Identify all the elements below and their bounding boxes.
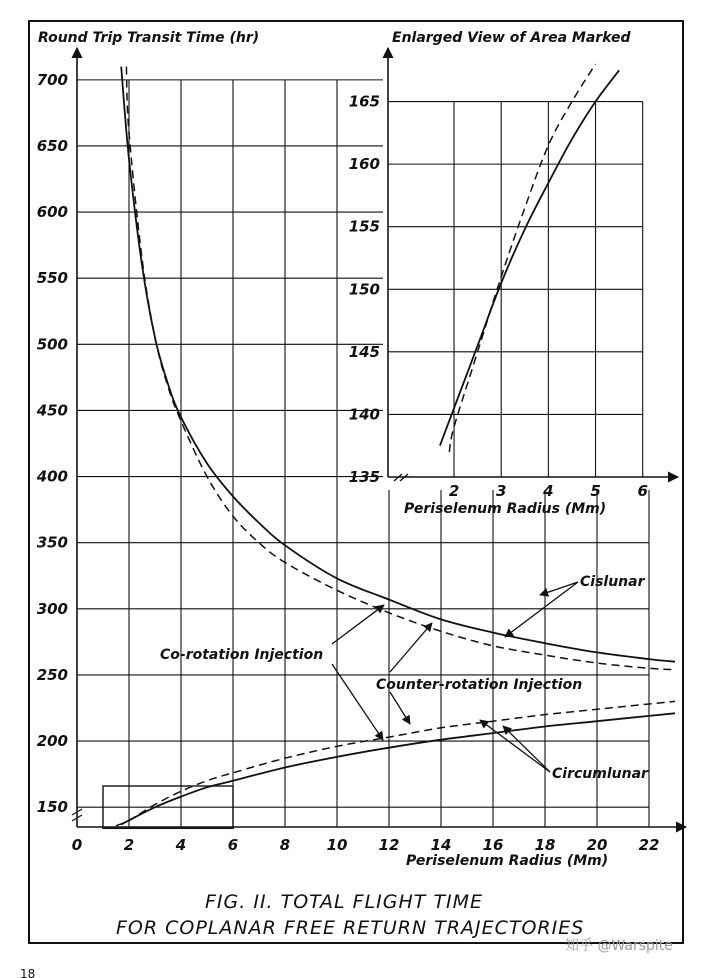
inset-y-tick-label: 165 bbox=[348, 92, 380, 111]
main-x-tick-label: 22 bbox=[638, 836, 660, 854]
inset-background-rect bbox=[383, 60, 679, 490]
inset-title: Enlarged View of Area Marked bbox=[392, 30, 631, 46]
arrow-cislunar-dashed bbox=[505, 582, 578, 637]
main-y-tick-label: 200 bbox=[36, 732, 68, 751]
main-y-tick-label: 300 bbox=[36, 599, 68, 618]
main-x-tick-label: 0 bbox=[71, 836, 83, 854]
main-x-tick-label: 2 bbox=[123, 836, 135, 854]
inset-y-tick-label: 145 bbox=[348, 342, 380, 361]
main-y-tick-label: 250 bbox=[36, 665, 68, 684]
main-y-tick-label: 500 bbox=[36, 335, 68, 354]
arrow-corotation-cislunar bbox=[332, 605, 384, 644]
watermark-text: 知乎 @Warspite bbox=[565, 938, 673, 954]
inset-y-tick-label: 140 bbox=[348, 405, 380, 424]
figure-caption-line2: FOR COPLANAR FREE RETURN TRAJECTORIES bbox=[116, 917, 585, 939]
main-y-tick-label: 350 bbox=[36, 533, 68, 552]
main-x-tick-label: 8 bbox=[279, 836, 291, 854]
inset-x-axis-title: Periselenum Radius (Mm) bbox=[404, 501, 607, 517]
page-number: 18 bbox=[20, 967, 36, 978]
arrow-cislunar-solid bbox=[540, 582, 578, 595]
main-x-tick-label: 12 bbox=[378, 836, 400, 854]
arrow-counterrotation-circumlunar bbox=[390, 692, 410, 724]
inset-x-tick-label: 5 bbox=[590, 482, 601, 500]
main-x-tick-label: 20 bbox=[586, 836, 608, 854]
circumlunar-label: Circumlunar bbox=[552, 766, 648, 782]
main-y-tick-label: 650 bbox=[36, 136, 68, 155]
arrow-counterrotation-cislunar bbox=[390, 623, 432, 672]
figure-caption-line1: FIG. II. TOTAL FLIGHT TIME bbox=[205, 891, 484, 913]
inset-y-tick-label: 160 bbox=[348, 155, 380, 174]
main-x-axis-title: Periselenum Radius (Mm) bbox=[406, 853, 609, 869]
main-x-tick-label: 18 bbox=[534, 836, 556, 854]
main-y-axis-title: Round Trip Transit Time (hr) bbox=[38, 30, 260, 46]
inset-x-tick-label: 2 bbox=[448, 482, 460, 500]
main-x-tick-label: 14 bbox=[430, 836, 452, 854]
main-y-tick-label: 600 bbox=[36, 203, 68, 222]
inset-y-tick-label: 155 bbox=[348, 217, 380, 236]
main-y-tick-label: 700 bbox=[36, 70, 68, 89]
counterrotation-label: Counter-rotation Injection bbox=[376, 677, 583, 693]
cislunar-label: Cislunar bbox=[580, 574, 645, 590]
main-x-tick-label: 10 bbox=[326, 836, 348, 854]
inset-y-tick-label: 135 bbox=[348, 468, 380, 486]
main-y-tick-label: 550 bbox=[36, 269, 68, 288]
corotation-label: Co-rotation Injection bbox=[160, 647, 324, 663]
inset-x-tick-label: 6 bbox=[637, 482, 648, 500]
main-x-tick-label: 6 bbox=[227, 836, 239, 854]
inset-x-tick-label: 3 bbox=[495, 482, 507, 500]
arrow-circumlunar-dashed bbox=[503, 726, 550, 772]
inset-x-tick-label: 4 bbox=[543, 482, 554, 500]
main-y-tick-label: 150 bbox=[36, 798, 68, 817]
main-x-tick-label: 4 bbox=[175, 836, 187, 854]
inset-background bbox=[383, 60, 679, 490]
main-y-tick-label: 450 bbox=[36, 401, 68, 420]
inset-y-tick-label: 150 bbox=[348, 280, 380, 299]
main-x-tick-label: 16 bbox=[482, 836, 504, 854]
main-y-tick-label: 400 bbox=[36, 467, 68, 486]
